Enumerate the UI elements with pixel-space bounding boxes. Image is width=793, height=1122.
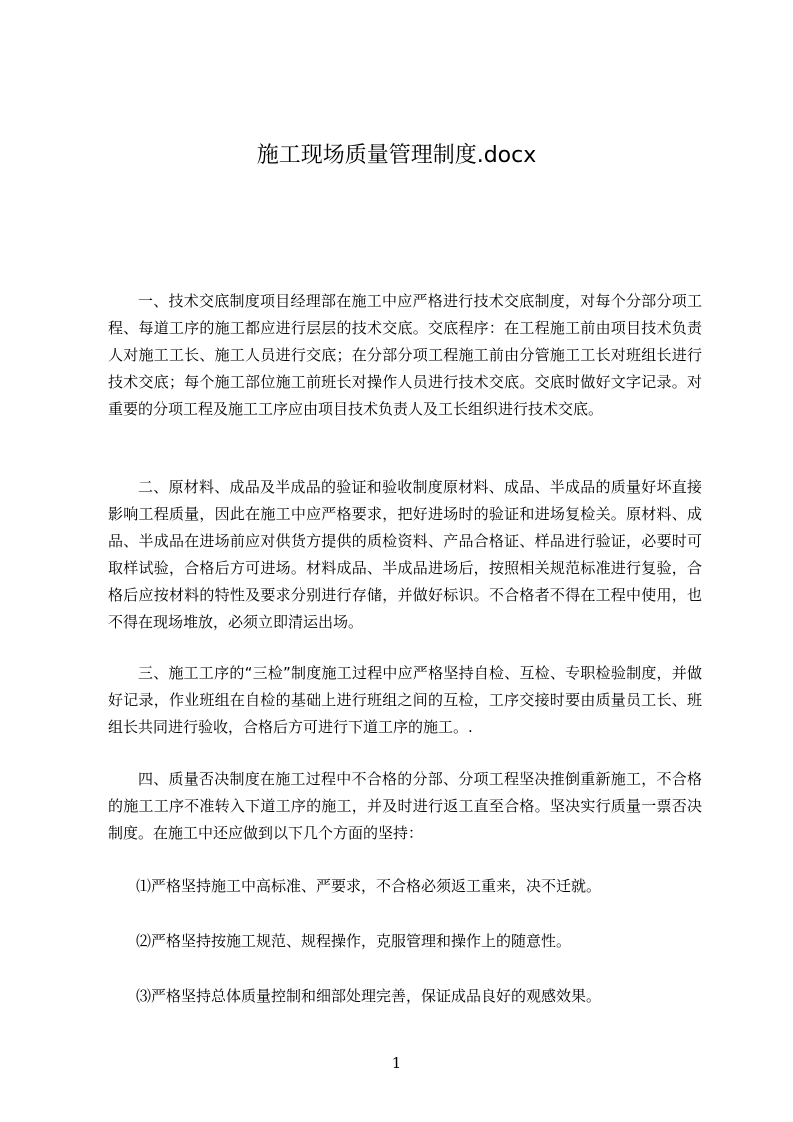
paragraph-three-inspections bbox=[108, 660, 702, 741]
paragraph-technical-disclosure bbox=[108, 288, 702, 423]
document-title: 施工现场质量管理制度.docx bbox=[256, 143, 537, 168]
paragraph-material-verification bbox=[108, 474, 702, 636]
paragraph-quality-veto bbox=[108, 766, 702, 847]
list-item: ⑵严格坚持按施工规范、规程操作，克服管理和操作上的随意性。 bbox=[136, 932, 572, 950]
paragraph-text: 二、原材料、成品及半成品的验证和验收制度原材料、成品、半成品的质量好坏直接影响工程质量，因此在施工中应严格要求，把好进场时的验证和进场复检关。原材料、成品、半成品在进场前应对供货方提供的质检资料、产品合格证、样品进行验证，必要时可取样试验，合格后方可进场。材料成品、半成品进场后，按照相关规范标准进行复验，合格后应按材料的特性及要求分别进行存储，并做好标识。不合格者不得在工程中使用，也不得在现场堆放，必须立即清运出场。 bbox=[108, 478, 702, 631]
list-item: ⑶严格坚持总体质量控制和细部处理完善，保证成品良好的观感效果。 bbox=[136, 987, 602, 1005]
paragraph-text: 四、质量否决制度在施工过程中不合格的分部、分项工程坚决推倒重新施工，不合格的施工工序不准转入下道工序的施工，并及时进行返工直至合格。坚决实行质量一票否决制度。在施工中还应做到以下几个方面的坚持： bbox=[108, 770, 702, 842]
paragraph-text: 一、技术交底制度项目经理部在施工中应严格进行技术交底制度，对每个分部分项工程、每道工序的施工都应进行层层的技术交底。交底程序：在工程施工前由项目技术负责人对施工工长、施工人员进行交底；在分部分项工程施工前由分管施工工长对班组长进行技术交底；每个施工部位施工前班长对操作人员进行技术交底。交底时做好文字记录。对重要的分项工程及施工工序应由项目技术负责人及工长组织进行技术交底。 bbox=[108, 292, 702, 418]
paragraph-text: 三、施工工序的“三检”制度施工过程中应严格坚持自检、互检、专职检验制度，并做好记录，作业班组在自检的基础上进行班组之间的互检，工序交接时要由质量员工长、班组长共同进行验收，合格后方可进行下道工序的施工。. bbox=[108, 664, 702, 736]
page-number: 1 bbox=[391, 1054, 402, 1072]
list-item: ⑴严格坚持施工中高标准、严要求，不合格必须返工重来，决不迁就。 bbox=[136, 877, 602, 895]
